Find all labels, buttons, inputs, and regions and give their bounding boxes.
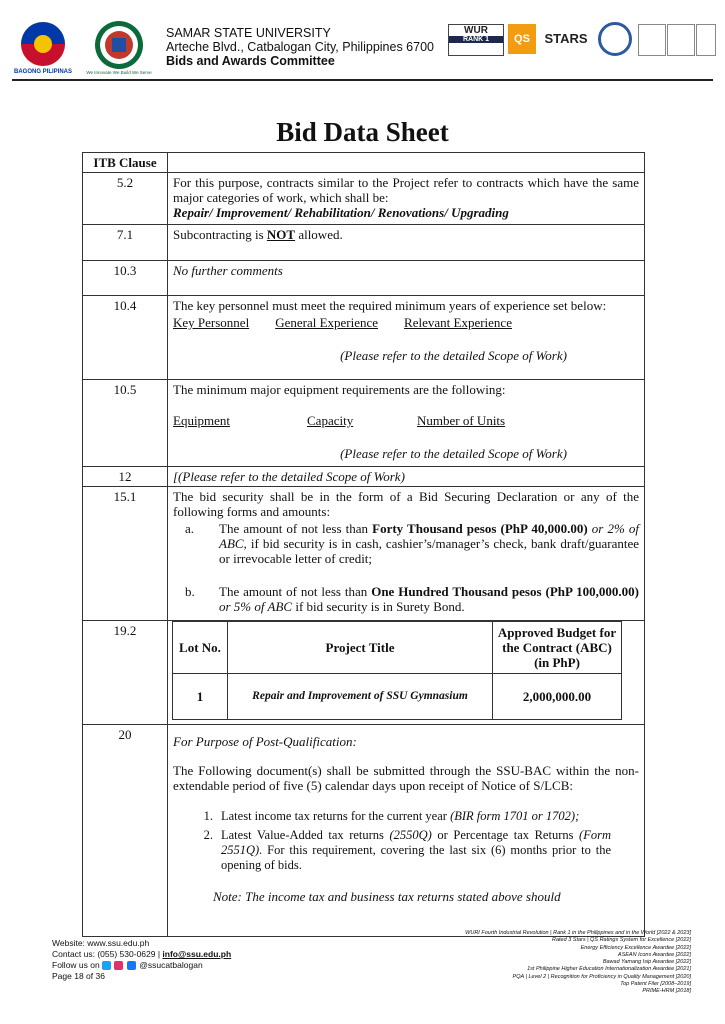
bid-data-table [82, 152, 645, 937]
clause-number: 10.3 [83, 261, 168, 296]
post-qualification-heading: For Purpose of Post-Qualification: [173, 734, 357, 749]
ssu-motto: We Innovate We Build We Serve [86, 70, 152, 75]
footer-follow: Follow us on @ssucatbalogan [52, 960, 203, 970]
table-row [83, 487, 645, 621]
iso-cert-icon [638, 24, 666, 56]
clause-text: For this purpose, contracts similar to the Project refer to contracts which have the same major categories of work, which shall be: [173, 175, 639, 205]
refer-note: (Please refer to the detailed Scope of Work) [340, 446, 567, 461]
twitter-icon[interactable] [102, 961, 111, 970]
clause-number: 10.5 [83, 380, 168, 467]
university-address: Arteche Blvd., Catbalogan City, Philippines 6700 [166, 40, 434, 54]
page-number: Page 18 of 36 [52, 971, 105, 981]
clause-text: No further comments [168, 261, 645, 296]
not-emphasis: NOT [266, 227, 296, 242]
ssu-seal-logo [84, 20, 154, 78]
footer-website[interactable]: Website: www.ssu.edu.ph [52, 938, 150, 948]
lot-table [172, 621, 622, 720]
footer-email[interactable]: info@ssu.edu.ph [162, 949, 232, 959]
qs-logo: QS [508, 24, 536, 54]
itb-clause-header: ITB Clause [83, 153, 168, 173]
clause-number: 5.2 [83, 173, 168, 225]
social-handle[interactable]: @ssucatbalogan [139, 960, 203, 970]
bagong-pilipinas-logo [12, 20, 74, 78]
wur-badge: WUR RANK 1 [448, 24, 504, 56]
clause-text: The bid security shall be in the form of a Bid Securing Declaration or any of the following forms and amounts: [173, 489, 639, 519]
table-row [83, 725, 645, 937]
table-row: 7.1 Subcontracting is NOT allowed. [83, 225, 645, 261]
table-row [83, 173, 645, 225]
header-divider [12, 79, 713, 81]
table-row [83, 380, 645, 467]
lot-table-header: Lot No. Project Title Approved Budget for the Contract (ABC) (in PhP) [173, 622, 622, 674]
table-row [83, 261, 645, 296]
refer-note: (Please refer to the detailed Scope of Work) [340, 348, 567, 363]
table-row [83, 467, 645, 487]
page-title: Bid Data Sheet [276, 117, 449, 147]
footer-contact-line: Contact us: (055) 530-0629 | info@ssu.edu.ph [52, 949, 232, 959]
list-item: a. The amount of not less than Forty Thousand pesos (PhP 40,000.00) or 2% of ABC, if bid security is in cash, cashier’s/manager’s check, bank draft/guarantee or irrevocable letter of credit; [185, 521, 639, 566]
clause-text: [(Please refer to the detailed Scope of Work) [168, 467, 645, 487]
instagram-icon[interactable] [114, 961, 123, 970]
office-name: Bids and Awards Committee [166, 54, 335, 68]
clause-emphasis: Repair/ Improvement/ Rehabilitation/ Renovations/ Upgrading [173, 205, 509, 220]
clause-number: 19.2 [83, 621, 168, 725]
facebook-icon[interactable] [127, 961, 136, 970]
table-row [83, 296, 645, 380]
cert-badge-icon [667, 24, 695, 56]
personnel-columns: Key Personnel General Experience Relevant Experience [173, 315, 512, 330]
clause-text: The minimum major equipment requirements are the following: [173, 382, 506, 397]
lot-table-row: 1 Repair and Improvement of SSU Gymnasium 2,000,000.00 [173, 674, 622, 720]
award-seal-icon [598, 22, 632, 56]
stars-label: STARS [544, 31, 588, 46]
university-name: SAMAR STATE UNIVERSITY [166, 26, 331, 40]
footer-awards: WURI Fourth Industrial Revolution | Rank 1 in the Philippines and in the World [2022 & 2023] Rated 3 Stars | QS Ratings System for Excellence [2022] Energy Efficiency Excellence Awardee [2022] ASEAN Icons Awardee [2022] Bawad Yamang Isip Awardee [2022] 1st Philippine Higher Education Internationalization Awardee [2021] PQA | Level 2 | Recognition for Proficiency in Quality Management [2020] Top Patent Filer [2008–2019] PRIME-HRM [2018] [465, 930, 691, 995]
bp-label: BAGONG PILIPINAS [13, 69, 72, 75]
clause-number: 10.4 [83, 296, 168, 380]
clause-number: 12 [83, 467, 168, 487]
clause-number: 20 [83, 725, 168, 937]
table-header-row [83, 153, 645, 173]
clause-text: The key personnel must meet the required minimum years of experience set below: [173, 298, 607, 313]
university-header [166, 26, 434, 68]
list-item: 1. Latest income tax returns for the current year (BIR form 1701 or 1702); [203, 809, 580, 823]
footer-contact [52, 938, 231, 982]
clause-text: The Following document(s) shall be submitted through the SSU-BAC within the non-extendable period of five (5) calendar days upon receipt of Notice of S/LCB: [173, 763, 639, 793]
clause-number: 15.1 [83, 487, 168, 621]
table-row [83, 621, 645, 725]
list-item: b. The amount of not less than One Hundred Thousand pesos (PhP 100,000.00) or 5% of ABC if bid security is in Surety Bond. [185, 584, 639, 614]
cert-badge-2-icon [696, 24, 716, 56]
equipment-columns: Equipment Capacity Number of Units [173, 413, 506, 428]
clause-number: 7.1 [83, 225, 168, 261]
list-item: 2. Latest Value-Added tax returns (2550Q) or Percentage tax Returns (Form 2551Q). For this requirement, covering the last six (6) months prior to the opening of bids. [203, 828, 611, 872]
note-text: Note: The income tax and business tax returns stated above should [213, 889, 561, 904]
